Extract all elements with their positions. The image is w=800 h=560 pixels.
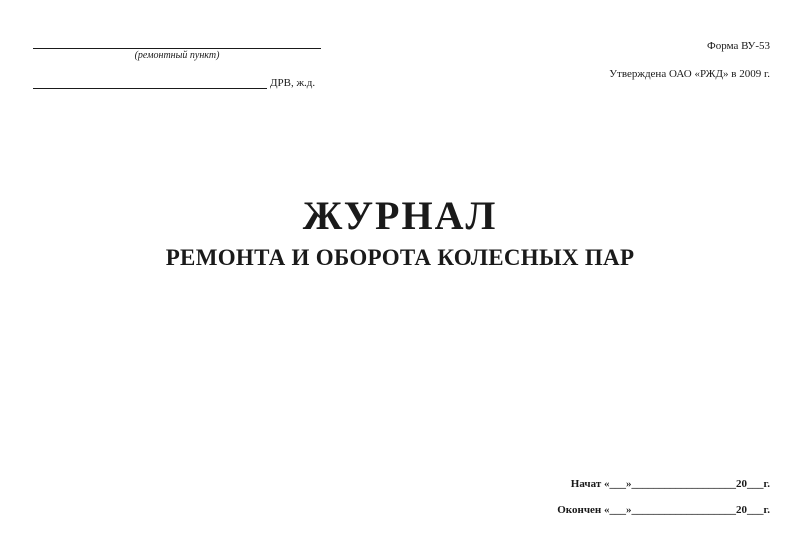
repair-point-line (33, 48, 321, 49)
page-subtitle: РЕМОНТА И ОБОРОТА КОЛЕСНЫХ ПАР (165, 245, 635, 270)
drv-line (33, 88, 267, 89)
form-number: Форма ВУ-53 (707, 40, 770, 52)
finished-date-line: Окончен «___»___________________20___г. (557, 504, 770, 516)
drv-label: ДРВ, ж.д. (270, 77, 316, 89)
page-title: ЖУРНАЛ (302, 193, 498, 238)
approval-text: Утверждена ОАО «РЖД» в 2009 г. (609, 68, 770, 80)
repair-point-caption: (ремонтный пункт) (134, 50, 220, 61)
started-date-line: Начат «___»___________________20___г. (570, 478, 770, 490)
